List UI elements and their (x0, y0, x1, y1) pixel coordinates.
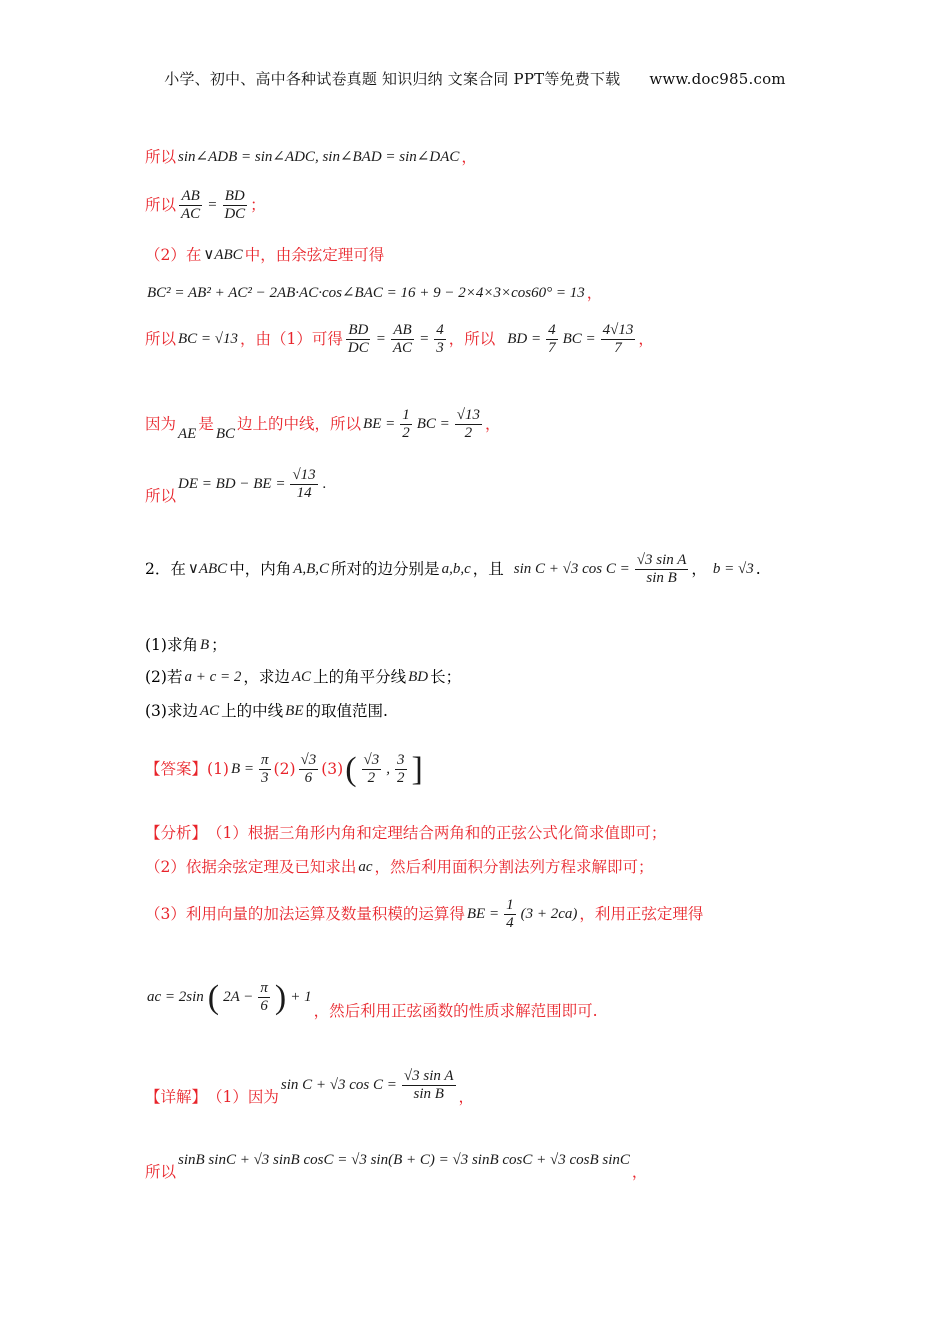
text: ， (458, 1088, 475, 1106)
math: a,b,c (441, 561, 471, 578)
math: a + c = 2 (184, 669, 242, 686)
text: ， (485, 415, 501, 433)
text: (1) (207, 760, 229, 778)
math: BC = √13 (178, 331, 239, 348)
text: ，然后利用正弦函数的性质求解范围即可. (313, 1002, 598, 1020)
fraction: $\frac{4}{3}$ (436, 322, 444, 357)
triangle-symbol: ∨ABC (203, 247, 243, 264)
fraction: $\frac{1}{4}$ (506, 897, 514, 932)
math: BE (285, 703, 304, 720)
math: AE (178, 426, 197, 443)
math: sin C + √3 cos C = (280, 1077, 397, 1094)
fraction: $\frac{\pi}{3}$ (261, 752, 269, 787)
fraction: $\frac{√3}{6}$ (300, 752, 317, 787)
right-bracket: ] (411, 751, 423, 789)
math: BD = (507, 331, 542, 348)
text: . (322, 476, 327, 493)
detail-tag: 【详解】 (145, 1088, 208, 1106)
text: 是 (198, 415, 214, 433)
fraction: $\frac{\pi}{6}$ (260, 980, 268, 1015)
math: BD (408, 669, 429, 686)
text: 所以 (145, 330, 177, 348)
header-title: 小学、初中、高中各种试卷真题 知识归纳 文案合同 PPT等免费下载 (164, 70, 621, 88)
text: ，所以 (448, 330, 496, 348)
text: 中，由余弦定理可得 (244, 246, 385, 264)
text: ， (586, 284, 603, 302)
text: 所以 (145, 148, 177, 166)
text: ， (461, 148, 477, 166)
question-2-part-2 (145, 670, 461, 686)
text: ， (638, 330, 654, 348)
math: AC (199, 703, 220, 720)
question-2 (145, 552, 761, 588)
text: （1）根据三角形内角和定理结合两角和的正弦公式化简求值即可； (207, 824, 667, 842)
question-2-part-1 (145, 638, 227, 654)
text: (3)求边 (145, 702, 198, 720)
text: 所以 (145, 196, 177, 214)
text: ，且 (472, 560, 504, 578)
fraction: $\frac{BD}{DC}$ (224, 188, 246, 223)
fraction: $\frac{4}{7}$ (548, 322, 556, 357)
math: BE = (363, 416, 396, 433)
math: b = √3 (712, 561, 754, 578)
text: ，然后利用面积分割法列方程求解即可； (374, 858, 654, 876)
page-header (0, 68, 950, 89)
text: ， (691, 560, 707, 578)
math: B = (230, 761, 255, 778)
text: 所对的边分别是 (331, 560, 440, 578)
math: DE = BD − BE = (178, 476, 286, 493)
text: 边上的中线，所以 (237, 415, 362, 433)
math: 2A − (223, 989, 254, 1006)
math: AC (291, 669, 312, 686)
line-2 (145, 188, 266, 224)
math: = (375, 331, 386, 348)
text: 2．在 (145, 560, 186, 578)
detail-2 (145, 1152, 648, 1181)
text: 所以 (145, 487, 177, 505)
text: ，求边 (243, 668, 290, 686)
text: 上的中线 (221, 702, 284, 720)
text: ； (211, 636, 227, 654)
analysis-4 (145, 979, 598, 1020)
math: ac (358, 859, 373, 876)
left-paren: ( (345, 751, 357, 789)
question-2-part-3 (145, 704, 388, 720)
left-paren: ( (207, 979, 220, 1017)
text: ， (631, 1163, 648, 1181)
text: ，利用正弦定理得 (579, 905, 704, 923)
text: (2)若 (145, 668, 183, 686)
text: 长； (430, 668, 462, 686)
math: ac = 2sin (147, 989, 204, 1006)
text: 上的角平分线 (313, 668, 407, 686)
text: （1）因为 (207, 1088, 279, 1106)
text: (1)求角 (145, 636, 198, 654)
math: BC² = AB² + AC² − 2AB·AC·cos∠BAC = 16 + 9 − 2×4×3×cos60° = 13 (147, 285, 585, 302)
fraction: $\frac{√3}{2}$ (363, 752, 380, 787)
fraction: $\frac{AB}{AC}$ (181, 188, 201, 223)
analysis-2 (145, 860, 654, 876)
line-4 (145, 286, 602, 302)
text: 的取值范围. (305, 702, 388, 720)
analysis-tag: 【分析】 (145, 824, 208, 842)
answer-tag: 【答案】 (145, 760, 208, 778)
math: BC = (562, 331, 596, 348)
line-6 (145, 407, 501, 443)
math: = (207, 197, 218, 214)
math: BC (215, 426, 236, 443)
text: (2) (273, 760, 296, 778)
comma: , (386, 761, 391, 778)
math: = (419, 331, 430, 348)
math: BE = (466, 906, 500, 923)
fraction: $\frac{\text{√3 sin A}}{\text{sin B}}$ (403, 1068, 454, 1103)
fraction: $\frac{1}{2}$ (402, 407, 410, 442)
text: （3）利用向量的加法运算及数量积模的运算得 (145, 905, 465, 923)
math: sin C + √3 cos C = (513, 561, 630, 578)
math: + 1 (290, 989, 312, 1006)
math: A,B,C (293, 561, 330, 578)
text: 中，内角 (229, 560, 292, 578)
text: （2）在 (145, 246, 202, 264)
math: B (199, 637, 210, 654)
fraction: $\frac{3}{2}$ (397, 752, 405, 787)
fraction: $\frac{BD}{DC}$ (347, 322, 369, 357)
text: (3) (321, 760, 344, 778)
analysis-1 (145, 826, 666, 842)
text: 因为 (145, 415, 177, 433)
text: 所以 (145, 1163, 177, 1181)
line-1 (145, 150, 477, 166)
detail-1 (145, 1068, 474, 1104)
fraction: $\frac{\text{√3 sin A}}{\text{sin B}}$ (636, 552, 687, 587)
right-paren: ) (274, 979, 287, 1017)
header-site: www.doc985.com (649, 70, 786, 88)
answer-line (145, 752, 425, 788)
triangle-symbol: ∨ABC (187, 561, 228, 578)
text: （2）依据余弦定理及已知求出 (145, 858, 357, 876)
math: sin∠ADB = sin∠ADC, sin∠BAD = sin∠DAC (178, 149, 460, 166)
line-3 (145, 248, 384, 264)
fraction: $\frac{√13}{2}$ (456, 407, 481, 442)
math: (3 + 2ca) (520, 906, 578, 923)
line-7 (145, 467, 328, 503)
text: . (755, 560, 761, 578)
analysis-3 (145, 897, 703, 933)
fraction: $\frac{4√13}{7}$ (602, 322, 634, 357)
text: ，由（1）可得 (240, 330, 343, 348)
line-5 (145, 322, 654, 358)
text: ； (250, 196, 266, 214)
fraction: $\frac{√13}{14}$ (292, 467, 316, 502)
fraction: $\frac{AB}{AC}$ (392, 322, 413, 357)
math: sinB sinC + √3 sinB cosC = √3 sin(B + C) = √3 sinB cosC + √3 cosB sinC (178, 1152, 630, 1169)
math: BC = (416, 416, 450, 433)
